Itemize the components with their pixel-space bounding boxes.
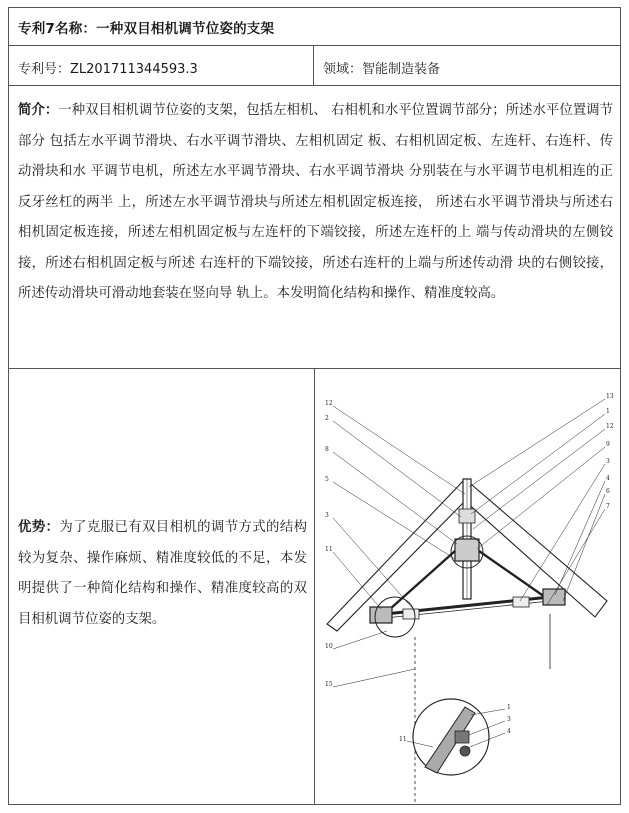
callout-left-5: 11 <box>325 546 333 553</box>
left-slide-block <box>403 609 419 619</box>
callout-left-0: 12 <box>325 400 333 407</box>
leader-line <box>333 452 457 544</box>
inset-callout-2: 4 <box>507 728 511 735</box>
leader-line <box>469 399 605 487</box>
leader-line <box>477 447 605 549</box>
right-slide-block <box>513 597 529 607</box>
motor-block <box>455 539 479 561</box>
callout-right-3: 9 <box>606 441 610 448</box>
advantage-row <box>9 369 620 804</box>
inset-callout-3: 11 <box>399 736 407 743</box>
leader-line <box>333 631 387 649</box>
inset-callout-1: 3 <box>507 716 511 723</box>
callout-right-5: 4 <box>606 475 610 482</box>
advantage-cell <box>9 369 315 804</box>
callout-left-7: 15 <box>325 681 333 688</box>
advantage-text: 为了克服已有双目相机的调节方式的结构较为复杂、操作麻烦、精准度较低的不足，本发明提供了一种简化结构和操作、精准度较高的双目相机调节位姿的支架。 <box>18 520 308 627</box>
callout-left-3: 5 <box>325 476 329 483</box>
inset-mount <box>455 731 469 743</box>
right-link <box>479 551 545 597</box>
callout-left-4: 3 <box>325 512 329 519</box>
callout-left-2: 8 <box>325 446 329 453</box>
patent-drawing <box>315 369 620 804</box>
callout-right-6: 6 <box>606 488 610 495</box>
title-row <box>9 8 620 46</box>
leader-line <box>563 494 605 601</box>
advantage-label: 优势： <box>18 520 60 535</box>
leader-line <box>471 414 605 514</box>
leader-line <box>333 482 455 559</box>
callout-right-0: 13 <box>606 393 614 400</box>
patent-number: 专利号：ZL201711344593.3 <box>18 62 198 77</box>
leader-line <box>473 429 605 529</box>
callout-right-4: 3 <box>606 458 610 465</box>
left-camera <box>370 607 392 623</box>
leader-line <box>333 669 415 687</box>
callout-left-6: 10 <box>325 643 333 650</box>
abstract-text: 一种双目相机调节位姿的支架，包括左相机、 右相机和水平位置调节部分；所述水平位置调节部分 包括左水平调节滑块、右水平调节滑块、左相机固定 板、右相机固定板、左连杆、右连杆、传动滑块和水 平调节电机，所述左水平调节滑块、右水平调节滑块 分别装在与水平调节电机相连的正反牙丝杠的两半 上，所述左水平调节滑块与所述左相机固定板连接， 所述右水平调节滑块与所述右相机固定板连接，所述左相机固定板与左连杆的下端铰接，所述左连杆的上 端与传动滑块的左侧铰接，所述右相机固定板与所述 右连杆的下端铰接，所述右连杆的上端与所述传动滑 块的右侧铰接，所述传动滑块可滑动地套装在竖向导 轨上。本发明简化结构和操作、精准度较高。 <box>18 103 613 301</box>
transmission-slider <box>459 509 475 523</box>
meta-row <box>9 46 620 86</box>
camera-bracket-drawing <box>315 369 620 805</box>
abstract-paragraph <box>18 96 613 310</box>
left-link <box>390 551 455 609</box>
leader-line <box>333 406 465 494</box>
abstract-row <box>9 86 620 369</box>
leader-line <box>333 421 461 517</box>
abstract-label: 简介： <box>18 103 59 118</box>
leader-line <box>333 552 381 609</box>
inset-callout-0: 1 <box>507 704 511 711</box>
patent-title: 专利7名称：一种双目相机调节位姿的支架 <box>18 21 275 37</box>
patent-card <box>8 7 621 805</box>
callout-right-2: 12 <box>606 423 614 430</box>
advantage-paragraph <box>18 513 307 635</box>
callout-right-7: 7 <box>606 503 610 510</box>
patent-field: 领域：智能制造装备 <box>323 62 441 77</box>
right-camera <box>543 589 565 605</box>
callout-right-1: 1 <box>606 408 610 415</box>
leader-line <box>520 464 605 601</box>
callout-left-1: 2 <box>325 415 329 422</box>
